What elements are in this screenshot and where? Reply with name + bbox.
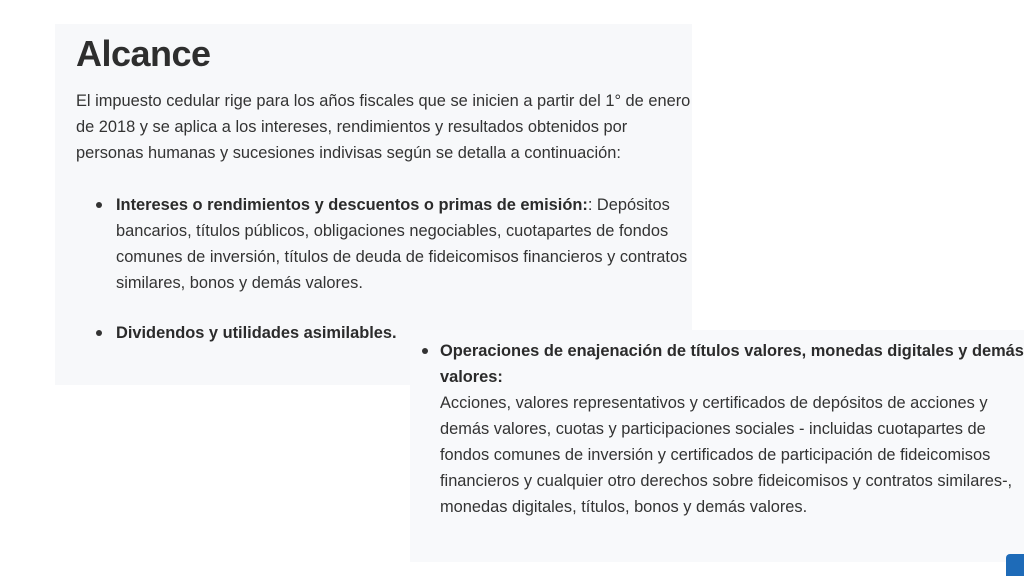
item-body: : Depósitos bancarios, títulos públicos, obligaciones negociables, cuotapartes de fondos comunes de inversión, títulos de deuda de fideicomisos financieros y contratos similares, bonos y demás valores.	[116, 196, 688, 292]
bullet-icon	[96, 202, 102, 208]
content-card-overlay	[410, 330, 1024, 562]
scope-list-continued	[420, 338, 1024, 520]
scope-list	[76, 192, 692, 346]
list-item-operaciones	[420, 338, 1024, 520]
intro-paragraph: El impuesto cedular rige para los años fiscales que se inicien a partir del 1° de enero de 2018 y se aplica a los intereses, rendimientos y resultados obtenidos por personas humanas y sucesiones indivisas según se detalla a continuación:	[76, 92, 691, 162]
item-heading: Intereses o rendimientos y descuentos o primas de emisión:	[116, 196, 588, 214]
item-heading: Dividendos y utilidades asimilables.	[116, 324, 397, 342]
item-body: Acciones, valores representativos y certificados de depósitos de acciones y demás valores, cuotas y participaciones sociales - incluidas cuotapartes de fondos comunes de inversión y certificados de participación de fideicomisos financieros y cualquier otro derechos sobre fideicomisos y contratos similares-, monedas digitales, títulos, bonos y demás valores.	[440, 394, 1013, 516]
item-heading: Operaciones de enajenación de títulos valores, monedas digitales y demás valores:	[440, 342, 1024, 386]
corner-accent-icon	[1006, 554, 1024, 576]
bullet-icon	[96, 330, 102, 336]
list-item-intereses	[76, 192, 696, 296]
bullet-icon	[422, 348, 428, 354]
section-title: Alcance	[76, 33, 211, 74]
